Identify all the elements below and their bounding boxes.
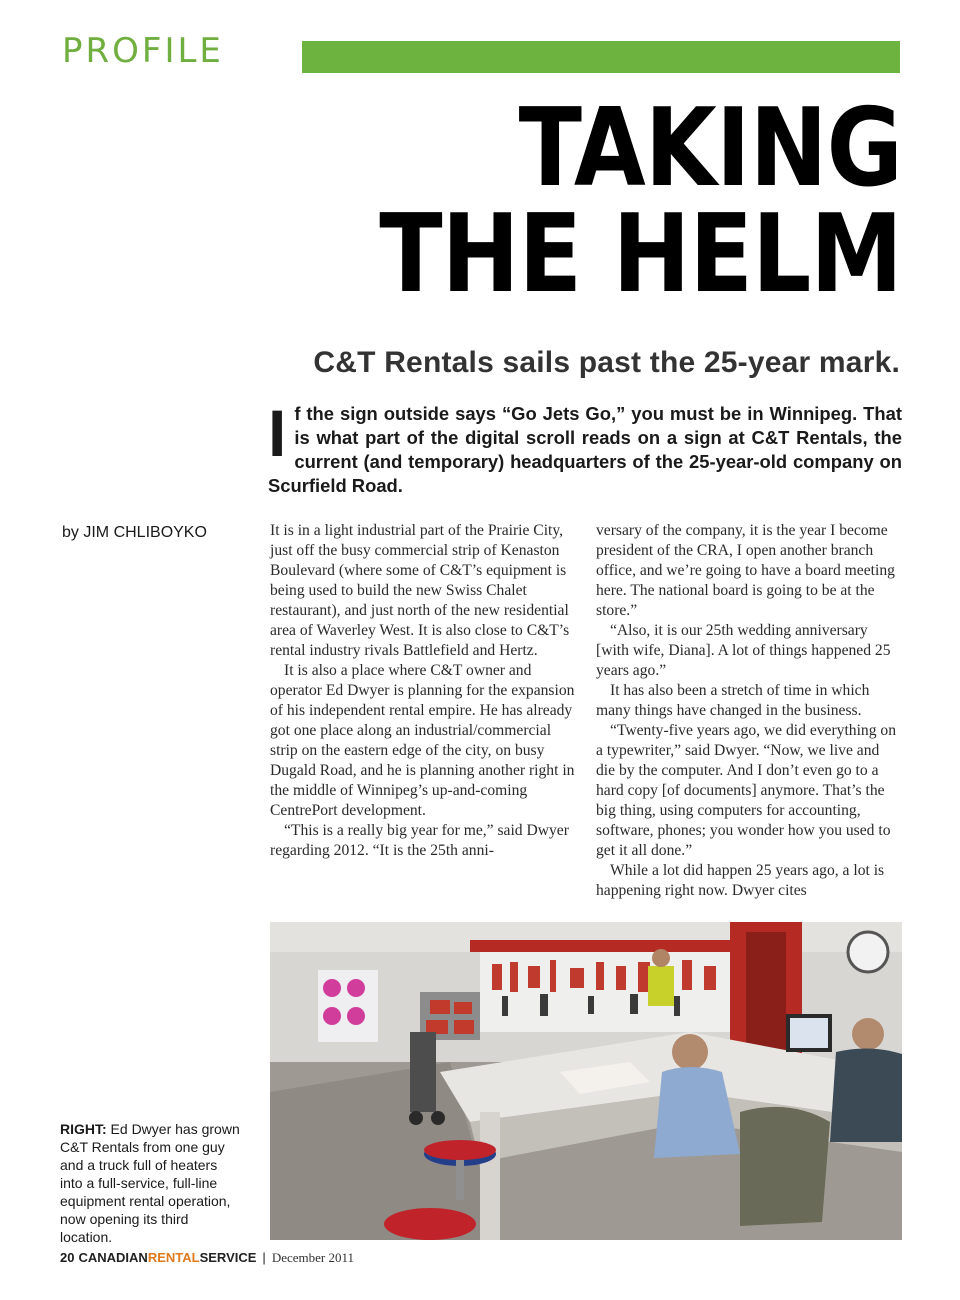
magazine-name-part: RENTAL bbox=[147, 1250, 200, 1265]
store-interior-photo bbox=[270, 922, 902, 1240]
caption-text: Ed Dwyer has grown C&T Rentals from one guy and a truck full of heaters into a full-service, full-line equipment rental operation, now opening its third location. bbox=[60, 1121, 240, 1245]
dek: C&T Rentals sails past the 25-year mark. bbox=[313, 346, 900, 379]
footer-separator: | bbox=[262, 1250, 266, 1265]
page-footer bbox=[60, 1250, 354, 1266]
byline: by JIM CHLIBOYKO bbox=[62, 524, 207, 541]
paragraph: “Twenty-five years ago, we did everything on a typewriter,” said Dwyer. “Now, we live and die by the computer. And I don’t even go to a hard copy [of documents] anymore. That’s the big thing, using computers for accounting, software, phones; you wonder how you used to get it all done.” bbox=[596, 722, 896, 859]
photo-illustration bbox=[270, 922, 902, 1240]
paragraph: It is in a light industrial part of the Prairie City, just off the busy commercial strip of Kenaston Boulevard (where some of C&T’s equipment is being used to build the new Swiss Chalet restaurant), and just north of the new residential area of Waverley West. It is also close to C&T’s rental industry rivals Battlefield and Hertz. bbox=[270, 522, 570, 659]
paragraph: versary of the company, it is the year I become president of the CRA, I open another branch office, and we’re going to have a board meeting here. The national board is going to be at the store.” bbox=[596, 522, 895, 619]
paragraph: It has also been a stretch of time in which many things have changed in the business. bbox=[596, 682, 870, 719]
magazine-name-part: SERVICE bbox=[199, 1250, 257, 1265]
headline: TAKING THE HELM bbox=[379, 86, 902, 317]
lead-text: f the sign outside says “Go Jets Go,” you must be in Winnipeg. That is what part of the digital scroll reads on a sign at C&T Rentals, the current (and temporary) headquarters of the 25-year-old company on Scurfield Road. bbox=[268, 403, 902, 496]
photo-caption bbox=[60, 1120, 240, 1246]
drop-cap: I bbox=[268, 396, 287, 470]
article-column-2 bbox=[596, 521, 902, 901]
issue-date: December 2011 bbox=[271, 1250, 354, 1265]
paragraph: It is also a place where C&T owner and operator Ed Dwyer is planning for the expansion of his independent rental empire. He has already got one place along an industrial/commercial strip on the eastern edge of the city, on busy Dugald Road, and he is planning another right in the middle of Winnipeg’s up-and-coming CentrePort development. bbox=[270, 662, 575, 819]
caption-label: RIGHT: bbox=[60, 1121, 107, 1137]
article-column-1 bbox=[270, 521, 576, 861]
section-label: PROFILE bbox=[62, 31, 224, 71]
lead-paragraph bbox=[268, 396, 902, 498]
header-bar bbox=[302, 41, 900, 73]
paragraph: “This is a really big year for me,” said Dwyer regarding 2012. “It is the 25th anni- bbox=[270, 822, 569, 859]
paragraph: “Also, it is our 25th wedding anniversary [with wife, Diana]. A lot of things happened 25 years ago.” bbox=[596, 622, 891, 679]
magazine-name-part: CANADIAN bbox=[78, 1250, 148, 1265]
paragraph: While a lot did happen 25 years ago, a lot is happening right now. Dwyer cites bbox=[596, 862, 885, 899]
page-number: 20 bbox=[60, 1250, 75, 1265]
